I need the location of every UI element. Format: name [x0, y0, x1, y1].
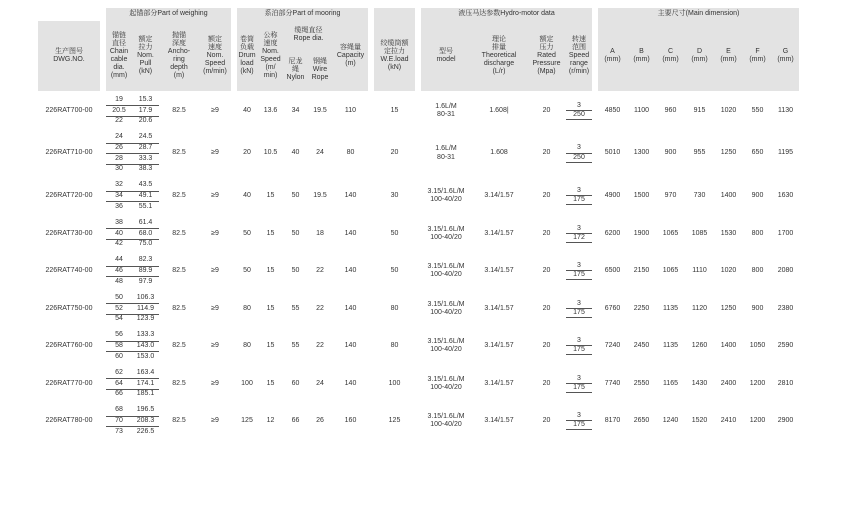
chain-dia-cell: 40 — [106, 229, 132, 240]
dim-b-header: B (mm) — [627, 21, 656, 91]
nylon-cell: 50 — [291, 267, 300, 275]
speed-range-cell — [566, 293, 592, 325]
speed-range-min: 3 — [566, 375, 592, 384]
drum-load-cell: 125 — [241, 417, 253, 425]
dim-e-header: E (mm) — [714, 21, 743, 91]
capacity-cell: 140 — [344, 229, 357, 237]
dim-cell: 2450 — [633, 342, 650, 350]
nylon-cell: 40 — [291, 149, 300, 157]
moor-speed-cell: 15 — [266, 304, 275, 312]
chain-dia-cell: 60 — [115, 352, 123, 360]
wire-cell: 24 — [316, 379, 324, 387]
depth-cell: 82.5 — [172, 267, 186, 275]
wire-cell: 19.5 — [313, 192, 327, 200]
nom-pull-cell: 38.3 — [138, 165, 153, 173]
speed-cell: ≥9 — [211, 304, 219, 312]
depth-cell: 82.5 — [172, 229, 186, 237]
chain-dia-cell: 36 — [115, 202, 123, 210]
capacity-cell: 140 — [344, 379, 357, 387]
nom-pull-cell: 133.3 — [132, 331, 159, 342]
chain-dia-cell: 38 — [106, 218, 132, 229]
dim-cell: 1200 — [749, 417, 766, 425]
model-cell: 3.15/1.6L/M 100-40/20 — [427, 225, 465, 241]
depth-cell: 82.5 — [172, 149, 186, 157]
moor-speed-cell: 15 — [266, 379, 275, 387]
dim-g-header: G (mm) — [772, 21, 799, 91]
discharge-cell: 3.14/1.57 — [484, 342, 514, 350]
chain-dia-cell: 44 — [106, 256, 132, 267]
dim-cell: 1250 — [720, 149, 737, 157]
dwg-cell: 226RAT730-00 — [45, 229, 93, 237]
wire-cell: 22 — [316, 342, 324, 350]
dwg-cell: 226RAT770-00 — [45, 379, 93, 387]
nom-speed-weigh-header: 额定 速度 Nom. Speed (m/min) — [199, 21, 231, 91]
nom-speed-moor-header: 公称 速度 Nom. Speed (m/ min) — [257, 21, 284, 91]
discharge-cell: 3.14/1.57 — [484, 229, 514, 237]
chain-dia-cell: 70 — [106, 416, 132, 427]
nom-pull-cell: 174.1 — [132, 379, 159, 390]
dim-cell: 1260 — [691, 342, 708, 350]
pressure-cell: 20 — [542, 149, 551, 157]
moor-speed-cell: 13.6 — [263, 106, 278, 114]
dim-cell: 2900 — [777, 417, 794, 425]
drum-load-cell: 80 — [243, 304, 251, 312]
dim-cell: 2400 — [720, 379, 737, 387]
pressure-cell: 20 — [542, 342, 551, 350]
nom-pull-cell: 17.9 — [132, 106, 159, 117]
nom-pull-cell: 153.0 — [136, 352, 155, 360]
table-row — [38, 95, 799, 106]
speed-range-max: 175 — [566, 384, 592, 393]
nom-pull-cell: 75.0 — [138, 240, 153, 248]
chain-dia-cell: 58 — [106, 341, 132, 352]
chain-dia-cell: 19 — [106, 95, 132, 106]
model-cell: 3.15/1.6L/M 100-40/20 — [427, 375, 465, 391]
chain-dia-cell: 26 — [106, 143, 132, 154]
pressure-header: 额定 压力 Rated Pressure (Mpa) — [527, 21, 566, 91]
dim-cell: 1400 — [720, 192, 737, 200]
dim-cell: 6500 — [604, 267, 621, 275]
discharge-cell: 3.14/1.57 — [484, 417, 514, 425]
dim-cell: 970 — [664, 192, 677, 200]
speed-range-cell — [566, 256, 592, 288]
dim-cell: 2550 — [633, 379, 650, 387]
drum-load-cell: 40 — [243, 192, 251, 200]
table-row — [38, 256, 799, 267]
dim-cell: 2650 — [633, 417, 650, 425]
speed-range-cell — [566, 95, 592, 127]
speed-range-cell — [566, 181, 592, 213]
discharge-cell: 3.14/1.57 — [484, 192, 514, 200]
nom-pull-cell: 68.0 — [132, 229, 159, 240]
dim-cell: 1300 — [633, 149, 650, 157]
capacity-cell: 110 — [344, 106, 357, 114]
model-cell: 1.6L/M 80-31 — [435, 145, 457, 161]
dim-cell: 900 — [664, 149, 677, 157]
wire-header: 钢绳 Wire Rope — [307, 49, 333, 91]
header-blank — [38, 8, 100, 21]
chain-dia-cell: 20.5 — [106, 106, 132, 117]
we-load-cell: 50 — [390, 229, 399, 237]
discharge-cell: 1.608| — [489, 106, 509, 114]
chain-dia-cell: 56 — [106, 331, 132, 342]
pressure-cell: 20 — [542, 267, 551, 275]
speed-range-cell — [566, 406, 592, 438]
dim-cell: 4900 — [604, 192, 621, 200]
discharge-cell: 3.14/1.57 — [484, 379, 514, 387]
speed-range-max: 250 — [566, 154, 592, 163]
moor-speed-cell: 15 — [266, 342, 275, 350]
chain-dia-cell: 64 — [106, 379, 132, 390]
dim-cell: 900 — [751, 192, 764, 200]
we-load-cell: 80 — [390, 342, 399, 350]
dwg-cell: 226RAT720-00 — [45, 192, 93, 200]
chain-dia-cell: 66 — [115, 390, 123, 398]
wire-cell: 18 — [316, 229, 324, 237]
nom-pull-cell: 143.0 — [132, 341, 159, 352]
dim-cell: 2150 — [633, 267, 650, 275]
dim-cell: 2080 — [777, 267, 794, 275]
discharge-cell: 1.608 — [490, 149, 508, 157]
we-load-header: 绞缆筒额 定拉力 W.E.load (kN) — [374, 21, 415, 91]
dim-cell: 1065 — [662, 229, 679, 237]
anchoring-depth-header: 抛锚 深度 Ancho- ring depth (m) — [159, 21, 199, 91]
discharge-header: 理论 排量 Theoretical discharge (L/r) — [471, 21, 527, 91]
depth-cell: 82.5 — [172, 342, 186, 350]
dim-cell: 2380 — [777, 304, 794, 312]
dwg-cell: 226RAT760-00 — [45, 342, 93, 350]
chain-dia-cell: 62 — [106, 368, 132, 379]
depth-cell: 82.5 — [172, 379, 186, 387]
dim-cell: 800 — [751, 229, 764, 237]
nylon-cell: 50 — [291, 229, 300, 237]
speed-range-max: 175 — [566, 421, 592, 430]
dim-a-header: A (mm) — [598, 21, 627, 91]
capacity-cell: 160 — [344, 417, 357, 425]
model-cell: 3.15/1.6L/M 100-40/20 — [427, 188, 465, 204]
drum-load-cell: 50 — [243, 267, 251, 275]
wire-cell: 19.5 — [313, 106, 327, 114]
moor-speed-cell: 15 — [266, 192, 275, 200]
chain-dia-cell: 34 — [106, 191, 132, 202]
depth-cell: 82.5 — [172, 192, 186, 200]
table-row — [38, 368, 799, 379]
dim-cell: 1100 — [633, 106, 650, 114]
chain-dia-cell: 52 — [106, 304, 132, 315]
model-cell: 3.15/1.6L/M 100-40/20 — [427, 338, 465, 354]
speed-range-min: 3 — [566, 225, 592, 234]
wire-cell: 26 — [316, 417, 324, 425]
drum-load-header: 卷筒 负载 Drum load (kN) — [237, 21, 257, 91]
dim-cell: 7240 — [604, 342, 621, 350]
speed-cell: ≥9 — [211, 106, 219, 114]
drum-load-cell: 80 — [243, 342, 251, 350]
speed-range-max: 250 — [566, 111, 592, 120]
speed-range-min: 3 — [566, 187, 592, 196]
dim-cell: 1630 — [777, 192, 794, 200]
pressure-cell: 20 — [542, 106, 551, 114]
speed-range-min: 3 — [566, 337, 592, 346]
dims-group-header: 主要尺寸(Main dimension) — [598, 8, 799, 21]
we-load-cell: 100 — [388, 379, 401, 387]
nylon-cell: 34 — [291, 106, 300, 114]
capacity-header: 容绳量 Capacity (m) — [333, 21, 368, 91]
nylon-cell: 66 — [291, 417, 300, 425]
speed-range-cell — [566, 368, 592, 400]
dim-cell: 900 — [751, 304, 764, 312]
nom-pull-cell: 28.7 — [132, 143, 159, 154]
table-body — [38, 95, 799, 443]
dim-cell: 1130 — [777, 106, 794, 114]
dim-cell: 2250 — [633, 304, 650, 312]
dim-cell: 1430 — [691, 379, 708, 387]
speed-range-max: 175 — [566, 346, 592, 355]
chain-dia-cell: 50 — [106, 293, 132, 304]
speed-cell: ≥9 — [211, 267, 219, 275]
speed-range-max: 175 — [566, 309, 592, 318]
nom-pull-cell: 43.5 — [132, 181, 159, 192]
dim-cell: 1050 — [749, 342, 766, 350]
windlass-spec-table — [38, 8, 799, 443]
weighing-group-header: 起锚部分Part of weighing — [106, 8, 231, 21]
dim-cell: 650 — [751, 149, 764, 157]
nom-pull-cell: 106.3 — [132, 293, 159, 304]
chain-dia-cell: 28 — [106, 154, 132, 165]
model-cell: 1.6L/M 80-31 — [435, 102, 457, 118]
depth-cell: 82.5 — [172, 304, 186, 312]
nylon-cell: 60 — [291, 379, 300, 387]
speed-cell: ≥9 — [211, 379, 219, 387]
speed-range-cell — [566, 331, 592, 363]
capacity-cell: 140 — [344, 192, 357, 200]
dim-cell: 1900 — [633, 229, 650, 237]
moor-speed-cell: 10.5 — [263, 149, 278, 157]
speed-range-min: 3 — [566, 144, 592, 153]
nom-pull-cell: 61.4 — [132, 218, 159, 229]
dim-cell: 8170 — [604, 417, 621, 425]
dim-cell: 7740 — [604, 379, 621, 387]
table-row — [38, 181, 799, 192]
speed-range-min: 3 — [566, 102, 592, 111]
wire-cell: 24 — [316, 149, 324, 157]
dwg-cell: 226RAT750-00 — [45, 304, 93, 312]
capacity-cell: 140 — [344, 304, 357, 312]
we-load-cell: 125 — [388, 417, 401, 425]
drum-load-cell: 100 — [241, 379, 253, 387]
speed-range-header: 转速 范围 Speed range (r/min) — [566, 21, 592, 91]
speed-range-min: 3 — [566, 300, 592, 309]
nylon-cell: 55 — [291, 304, 300, 312]
chain-dia-cell: 46 — [106, 266, 132, 277]
dim-d-header: D (mm) — [685, 21, 714, 91]
dim-cell: 955 — [693, 149, 706, 157]
dim-c-header: C (mm) — [656, 21, 685, 91]
pressure-cell: 20 — [542, 304, 551, 312]
nylon-cell: 50 — [291, 192, 300, 200]
nylon-header: 尼龙 绳 Nylon — [284, 49, 307, 91]
nom-pull-header: 额定 拉力 Nom. Pull (kN) — [132, 21, 159, 91]
dwg-cell: 226RAT780-00 — [45, 417, 93, 425]
chain-dia-cell: 22 — [115, 117, 123, 125]
nom-pull-cell: 55.1 — [138, 202, 153, 210]
nom-pull-cell: 15.3 — [132, 95, 159, 106]
drum-load-cell: 50 — [243, 229, 251, 237]
chain-dia-cell: 24 — [106, 133, 132, 144]
speed-range-min: 3 — [566, 262, 592, 271]
moor-speed-cell: 15 — [266, 229, 275, 237]
mooring-group-header: 系泊部分Part of mooring — [237, 8, 368, 21]
dim-cell: 1520 — [691, 417, 708, 425]
dim-cell: 4850 — [604, 106, 621, 114]
speed-cell: ≥9 — [211, 192, 219, 200]
dim-cell: 550 — [751, 106, 764, 114]
capacity-cell: 140 — [344, 342, 357, 350]
nylon-cell: 55 — [291, 342, 300, 350]
drum-load-cell: 40 — [243, 106, 251, 114]
nom-pull-cell: 208.3 — [132, 416, 159, 427]
chain-dia-cell: 30 — [115, 165, 123, 173]
speed-cell: ≥9 — [211, 342, 219, 350]
capacity-cell: 140 — [344, 267, 357, 275]
speed-range-cell — [566, 218, 592, 250]
dim-cell: 1135 — [662, 342, 679, 350]
dim-cell: 1135 — [662, 304, 679, 312]
pressure-cell: 20 — [542, 379, 551, 387]
dim-cell: 5010 — [604, 149, 621, 157]
nom-pull-cell: 185.1 — [136, 390, 155, 398]
capacity-cell: 80 — [346, 149, 355, 157]
dwg-cell: 226RAT710-00 — [45, 149, 93, 157]
chain-dia-cell: 54 — [115, 315, 123, 323]
dim-cell: 1240 — [662, 417, 679, 425]
moor-speed-cell: 15 — [266, 267, 275, 275]
dim-cell: 1020 — [720, 106, 737, 114]
dim-cell: 1120 — [691, 304, 708, 312]
dim-cell: 1165 — [662, 379, 679, 387]
nom-pull-cell: 33.3 — [132, 154, 159, 165]
we-load-cell: 15 — [390, 106, 399, 114]
pressure-cell: 20 — [542, 417, 551, 425]
dim-cell: 2410 — [720, 417, 737, 425]
dim-cell: 1200 — [749, 379, 766, 387]
nom-pull-cell: 49.1 — [132, 191, 159, 202]
speed-cell: ≥9 — [211, 229, 219, 237]
nom-pull-cell: 226.5 — [136, 427, 155, 435]
dim-cell: 1065 — [662, 267, 679, 275]
chain-dia-cell: 48 — [115, 277, 123, 285]
dim-cell: 6200 — [604, 229, 621, 237]
speed-cell: ≥9 — [211, 417, 219, 425]
nom-pull-cell: 196.5 — [132, 406, 159, 417]
speed-range-max: 175 — [566, 196, 592, 205]
dwg-header: 生产图号 DWG.NO. — [38, 21, 100, 91]
dim-cell: 960 — [664, 106, 677, 114]
dim-cell: 1195 — [777, 149, 794, 157]
discharge-cell: 3.14/1.57 — [484, 304, 514, 312]
dwg-cell: 226RAT700-00 — [45, 106, 93, 114]
dim-cell: 2810 — [777, 379, 794, 387]
dim-cell: 730 — [693, 192, 706, 200]
pressure-cell: 20 — [542, 192, 551, 200]
dim-cell: 1250 — [720, 304, 737, 312]
nom-pull-cell: 20.6 — [138, 117, 153, 125]
speed-range-min: 3 — [566, 412, 592, 421]
wire-cell: 22 — [316, 304, 324, 312]
table-row — [38, 331, 799, 342]
dim-cell: 1400 — [720, 342, 737, 350]
hydro-group-header: 液压马达参数Hydro-motor data — [421, 8, 592, 21]
drum-load-cell: 20 — [243, 149, 251, 157]
moor-speed-cell: 12 — [266, 417, 275, 425]
chain-dia-cell: 68 — [106, 406, 132, 417]
dim-f-header: F (mm) — [743, 21, 772, 91]
dim-cell: 1020 — [720, 267, 737, 275]
model-cell: 3.15/1.6L/M 100-40/20 — [427, 300, 465, 316]
model-cell: 3.15/1.6L/M 100-40/20 — [427, 263, 465, 279]
we-group-header — [374, 8, 415, 21]
nom-pull-cell: 123.9 — [136, 315, 155, 323]
we-load-cell: 50 — [390, 267, 399, 275]
nom-pull-cell: 89.9 — [132, 266, 159, 277]
we-load-cell: 80 — [390, 304, 399, 312]
table-row — [38, 133, 799, 144]
nom-pull-cell: 97.9 — [138, 277, 153, 285]
model-header: 型号 model — [421, 21, 471, 91]
chain-dia-cell: 42 — [115, 240, 123, 248]
pressure-cell: 20 — [542, 229, 551, 237]
nom-pull-cell: 24.5 — [132, 133, 159, 144]
model-cell: 3.15/1.6L/M 100-40/20 — [427, 413, 465, 429]
speed-cell: ≥9 — [211, 149, 219, 157]
nom-pull-cell: 163.4 — [132, 368, 159, 379]
nom-pull-cell: 114.9 — [132, 304, 159, 315]
depth-cell: 82.5 — [172, 106, 186, 114]
table-row — [38, 406, 799, 417]
discharge-cell: 3.14/1.57 — [484, 267, 514, 275]
dim-cell: 1085 — [691, 229, 708, 237]
dim-cell: 1700 — [777, 229, 794, 237]
dim-cell: 800 — [751, 267, 764, 275]
speed-range-cell — [566, 133, 592, 175]
chain-dia-cell: 73 — [115, 427, 123, 435]
table-row — [38, 293, 799, 304]
table-row — [38, 218, 799, 229]
wire-cell: 22 — [316, 267, 324, 275]
dwg-cell: 226RAT740-00 — [45, 267, 93, 275]
nom-pull-cell: 82.3 — [132, 256, 159, 267]
dim-cell: 2590 — [777, 342, 794, 350]
speed-range-max: 172 — [566, 234, 592, 243]
chain-dia-cell: 32 — [106, 181, 132, 192]
rope-dia-header: 缆绳直径 Rope dia. — [284, 21, 333, 49]
chain-dia-header: 锚链 直径 Chain cable dia. (mm) — [106, 21, 132, 91]
we-load-cell: 20 — [390, 149, 399, 157]
dim-cell: 1530 — [720, 229, 737, 237]
dim-cell: 915 — [693, 106, 706, 114]
dim-cell: 1110 — [692, 267, 707, 275]
dim-cell: 1500 — [633, 192, 650, 200]
depth-cell: 82.5 — [172, 417, 186, 425]
speed-range-max: 175 — [566, 271, 592, 280]
we-load-cell: 30 — [390, 192, 399, 200]
dim-cell: 6760 — [604, 304, 621, 312]
